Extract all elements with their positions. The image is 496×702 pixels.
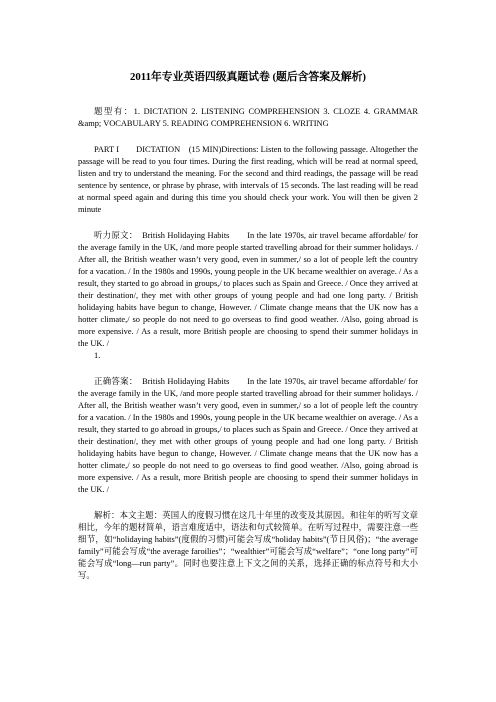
correct-answer: 正确答案： British Holidaying Habits In the late 1970s, air travel became affordable/ for the average family in the UK, /and more people started travelling abroad for their summer holidays. / After all, the British weather wasn’t very good, even in summer,/ so a lot of people left the country for a vacation. / In the 1980s and 1990s, young people in the UK became wealthier on average. / As a result, they started to go abroad in groups,/ to places such as Spain and Greece. / Once they arrived at their destination/, they met with other groups of young people and had one long party. / British holidaying habits have begun to change, However. / Climate change means that the UK now has a hotter climate,/ so people do not need to go overseas to find good weather. /Also, going abroad is more expensive. / As a result, more British people are choosing to spend their summer holidays in the UK. / (78, 377, 418, 494)
question-number: 1. (94, 351, 101, 360)
part1-directions: PART I DICTATION (15 MIN)Directions: Listen to the following passage. Altogether the passage will be read to you four times. During the first reading, which will be read at normal speed, listen and try to understand the meaning. For the second and third readings, the passage will be read sentence by sentence, or phrase by phrase, with intervals of 15 seconds. The last reading will be read at normal speed again and during this time you should check your work. You will then be given 2 minute (78, 145, 418, 214)
document-title: 2011年专业英语四级真题试卷 (题后含答案及解析) (129, 71, 367, 83)
question-types: 题型有：1. DICTATION 2. LISTENING COMPREHENSION 3. CLOZE 4. GRAMMAR &amp; VOCABULARY 5. READING COMPREHENSION 6. WRITING (78, 107, 418, 128)
listening-transcript: 听力原文： British Holidaying Habits In the late 1970s, air travel became affordable/ for the average family in the UK, /and more people started travelling abroad for their summer holidays. / After all, the British weather wasn’t very good, even in summer,/ so a lot of people left the country for a vacation. / In the 1980s and 1990s, young people in the UK became wealthier on average. / As a result, they started to go abroad in groups,/ to places such as Spain and Greece. / Once they arrived at their destination/, they met with other groups of young people and had one long party. / British holidaying habits have begun to change, However. / Climate change means that the UK now has a hotter climate,/ so people do not need to go overseas to find good weather. /Also, going abroad is more expensive. / As a result, more British people are choosing to spend their summer holidays in the UK. / (78, 231, 418, 348)
answer-analysis: 解析：本文主题：英国人的度假习惯在这几十年里的改变及其原因。和往年的听写文章相比，今年的题材简单，语言难度适中，语法和句式较简单。在听写过程中，需要注意一些细节，如“holidaying habits”(度假的习惯)可能会写成“holiday habits”(节日风俗)；“the average family”可能会写成“the average faroilies”；“wealthier”可能会写成“welfare”；“one long party”可能会写成“long—run party”。同时也要注意上下文之间的关系，选择正确的标点符号和大小写。 (78, 511, 418, 580)
